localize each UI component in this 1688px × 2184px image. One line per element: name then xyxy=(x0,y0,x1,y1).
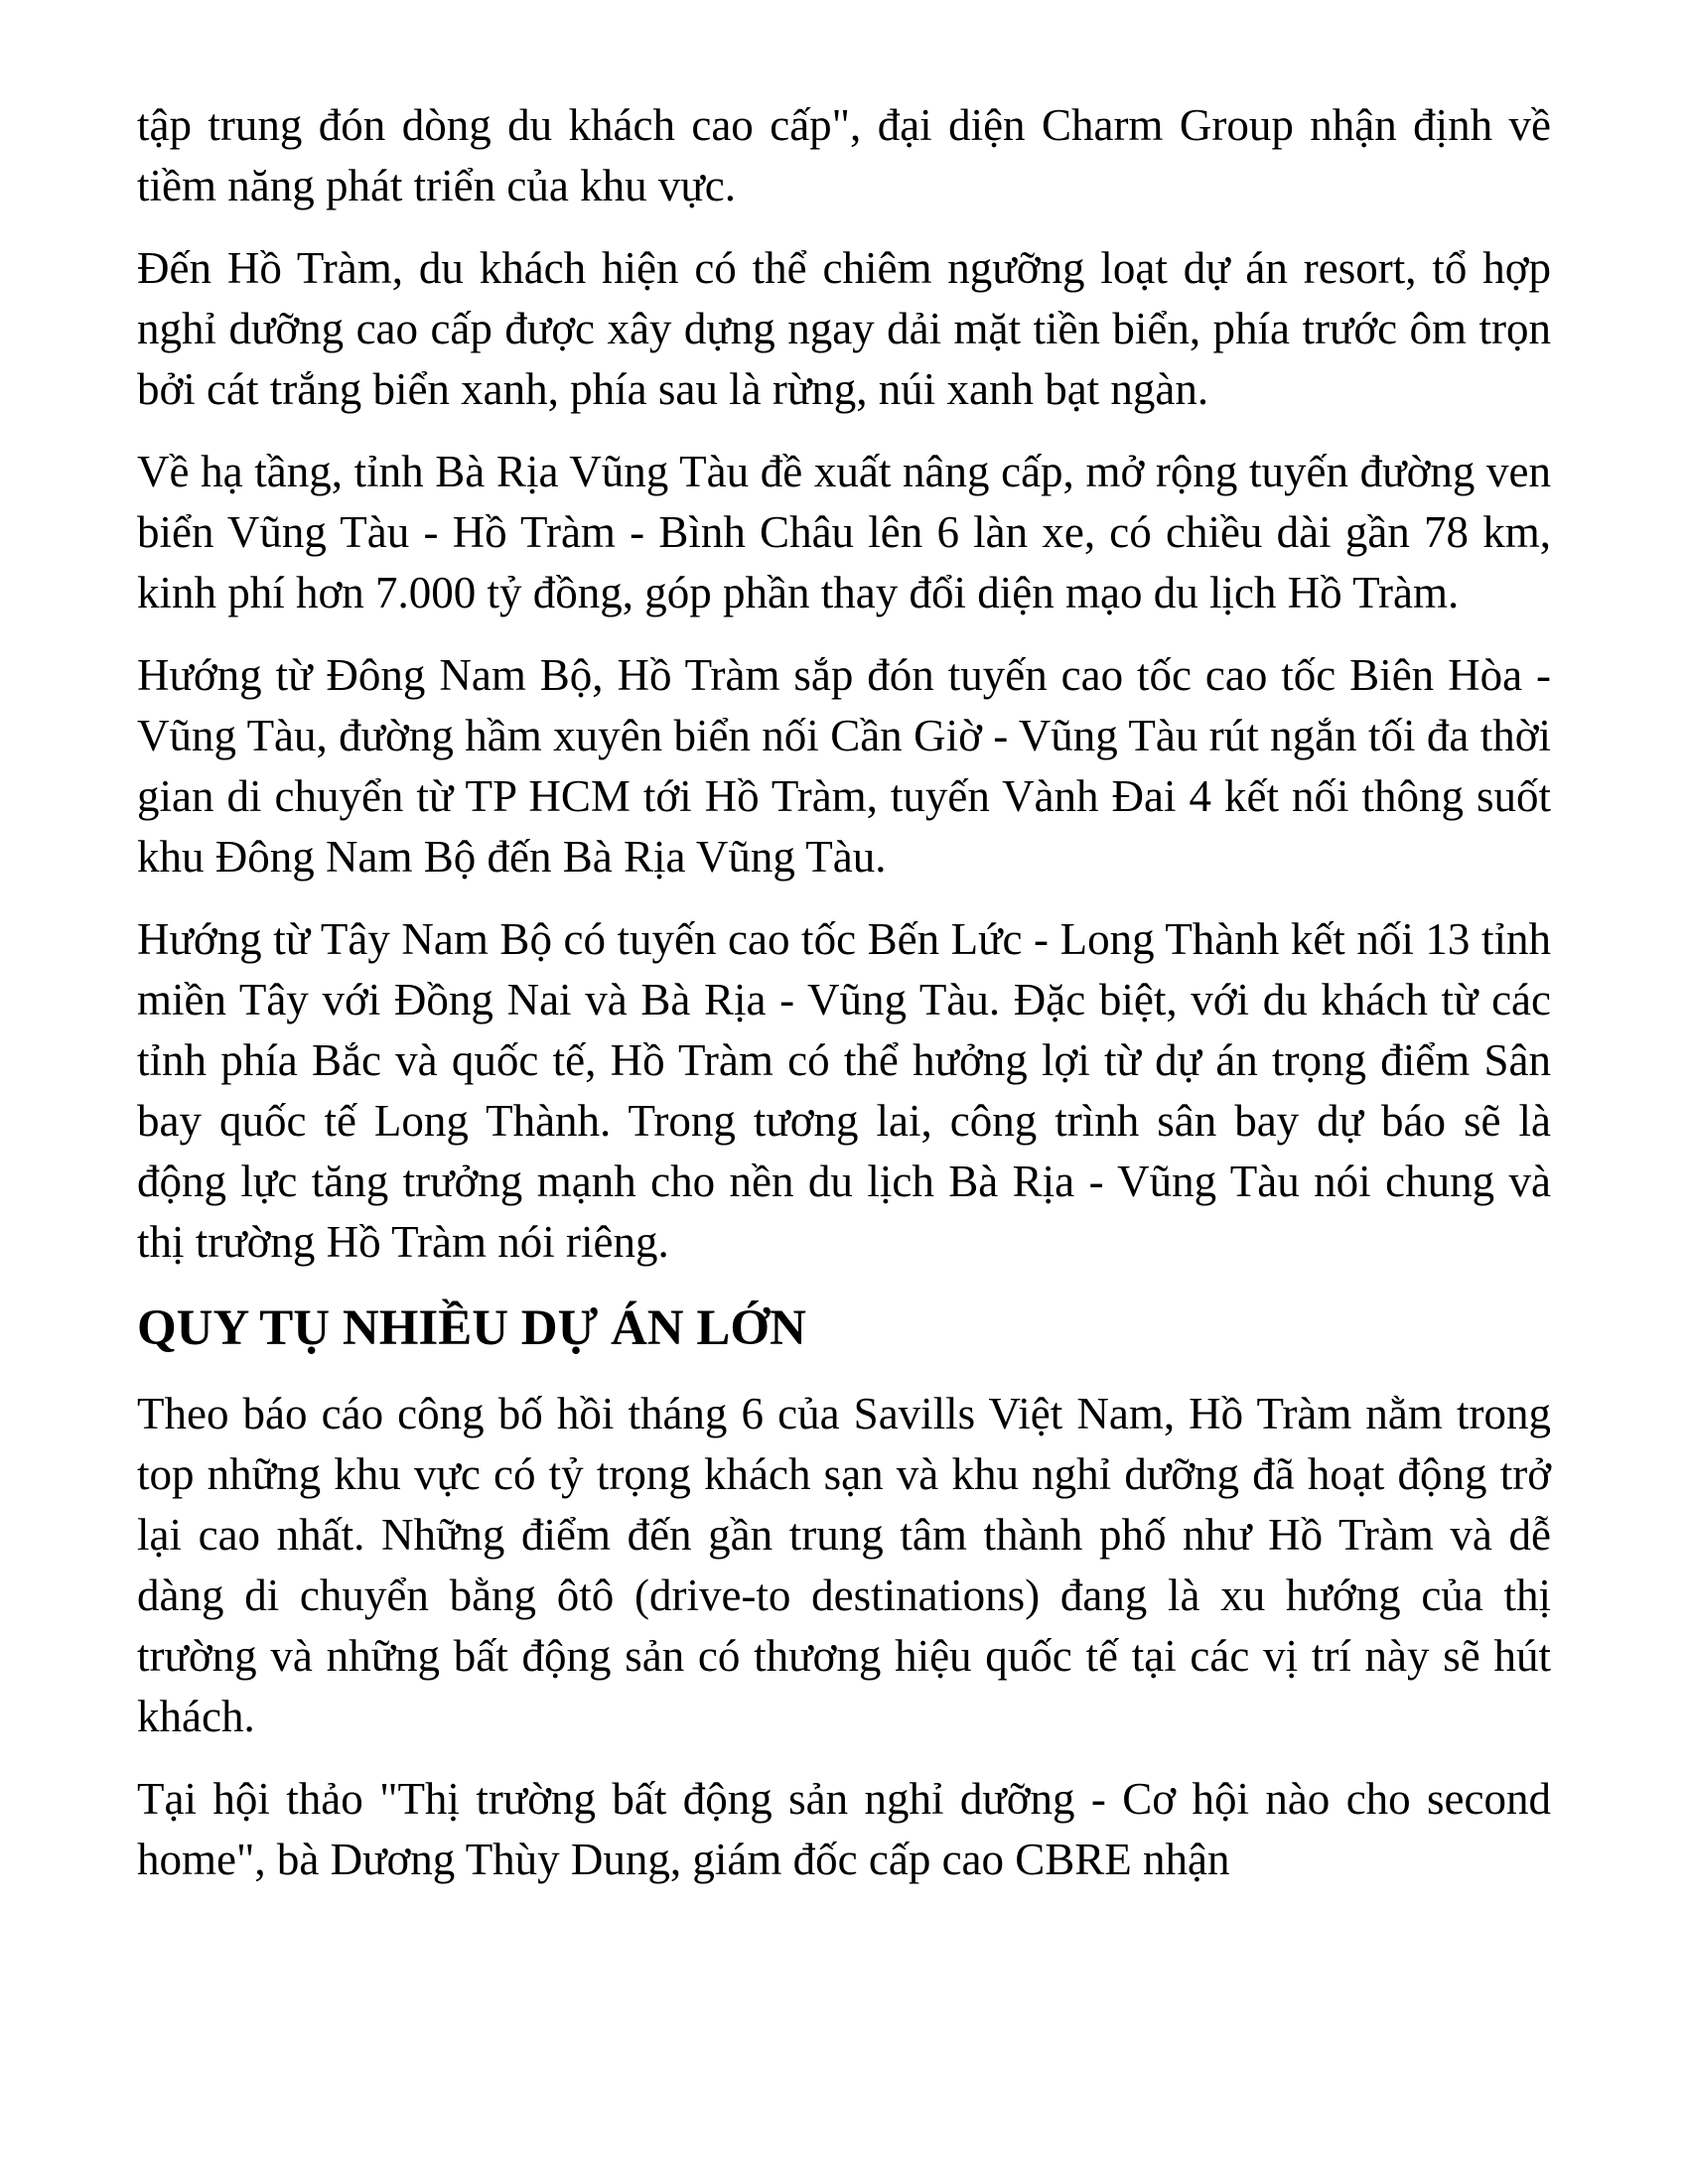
article-page xyxy=(137,95,1551,1912)
paragraph-infrastructure: Về hạ tầng, tỉnh Bà Rịa Vũng Tàu đề xuất nâng cấp, mở rộng tuyến đường ven biển Vũng Tàu - Hồ Tràm - Bình Châu lên 6 làn xe, có chiều dài gần 78 km, kinh phí hơn 7.000 tỷ đồng, góp phần thay đổi diện mạo du lịch Hồ Tràm. xyxy=(137,447,1551,617)
section-heading: QUY TỤ NHIỀU DỰ ÁN LỚN xyxy=(137,1300,806,1356)
paragraph-cbre-seminar: Tại hội thảo "Thị trường bất động sản nghỉ dưỡng - Cơ hội nào cho second home", bà Dương Thùy Dung, giám đốc cấp cao CBRE nhận xyxy=(137,1774,1551,1884)
paragraph-southeast-routes: Hướng từ Đông Nam Bộ, Hồ Tràm sắp đón tuyến cao tốc cao tốc Biên Hòa - Vũng Tàu, đường hầm xuyên biển nối Cần Giờ - Vũng Tàu rút ngắn tối đa thời gian di chuyển từ TP HCM tới Hồ Tràm, tuyến Vành Đai 4 kết nối thông suốt khu Đông Nam Bộ đến Bà Rịa Vũng Tàu. xyxy=(137,650,1551,882)
paragraph-resorts: Đến Hồ Tràm, du khách hiện có thể chiêm ngưỡng loạt dự án resort, tổ hợp nghỉ dưỡng cao cấp được xây dựng ngay dải mặt tiền biển, phía trước ôm trọn bởi cát trắng biển xanh, phía sau là rừng, núi xanh bạt ngàn. xyxy=(137,243,1551,414)
paragraph-intro-closing: tập trung đón dòng du khách cao cấp", đại diện Charm Group nhận định về tiềm năng phát triển của khu vực. xyxy=(137,100,1551,210)
paragraph-southwest-routes: Hướng từ Tây Nam Bộ có tuyến cao tốc Bến Lức - Long Thành kết nối 13 tỉnh miền Tây với Đồng Nai và Bà Rịa - Vũng Tàu. Đặc biệt, với du khách từ các tỉnh phía Bắc và quốc tế, Hồ Tràm có thể hưởng lợi từ dự án trọng điểm Sân bay quốc tế Long Thành. Trong tương lai, công trình sân bay dự báo sẽ là động lực tăng trưởng mạnh cho nền du lịch Bà Rịa - Vũng Tàu nói chung và thị trường Hồ Tràm nói riêng. xyxy=(137,914,1551,1267)
paragraph-savills-report: Theo báo cáo công bố hồi tháng 6 của Savills Việt Nam, Hồ Tràm nằm trong top những khu vực có tỷ trọng khách sạn và khu nghỉ dưỡng đã hoạt động trở lại cao nhất. Những điểm đến gần trung tâm thành phố như Hồ Tràm và dễ dàng di chuyển bằng ôtô (drive-to destinations) đang là xu hướng của thị trường và những bất động sản có thương hiệu quốc tế tại các vị trí này sẽ hút khách. xyxy=(137,1389,1551,1741)
